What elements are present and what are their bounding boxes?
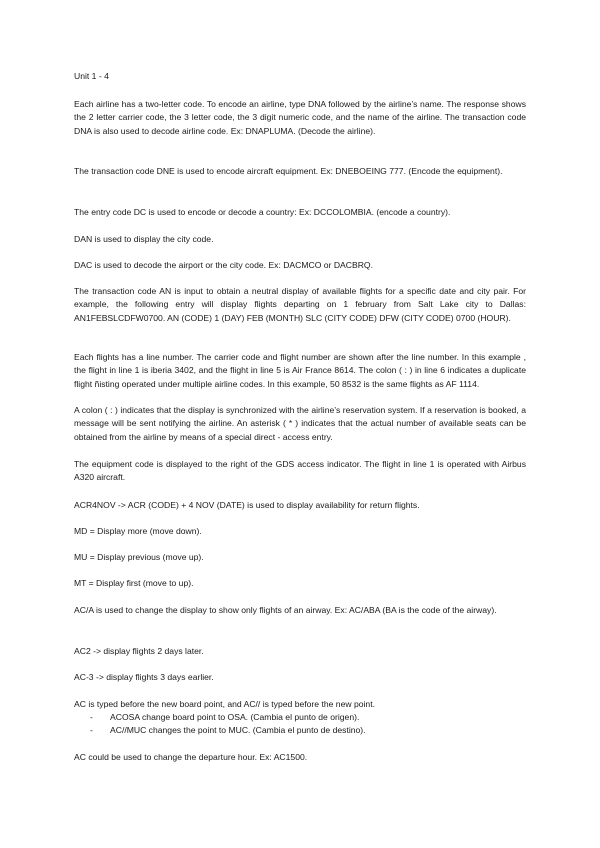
list-item: - ACOSA change board point to OSA. (Cambia el punto de origen).: [74, 711, 526, 724]
paragraph-dan-city: DAN is used to display the city code.: [74, 234, 214, 244]
paragraph-colon-asterisk: A colon ( : ) indicates that the display is synchronized with the airline’s reservation system. If a reservation is booked, a message will be sent notifying the airline. An asterisk ( * ) indicates that the actual number of available seats can be obtained from the airline by means of a special direct - access entry.: [74, 405, 526, 442]
paragraph-acr-return: ACR4NOV -> ACR (CODE) + 4 NOV (DATE) is used to display availability for return flights.: [74, 500, 420, 510]
paragraph-equipment-code: The equipment code is displayed to the right of the GDS access indicator. The flight in line 1 is operated with Airbus A320 aircraft.: [74, 459, 526, 483]
paragraph-dac-decode: DAC is used to decode the airport or the city code. Ex: DACMCO or DACBRQ.: [74, 260, 373, 270]
paragraph-mu: MU = Display previous (move up).: [74, 552, 204, 562]
paragraph-ac-board-point: AC is typed before the new board point, and AC// is typed before the new point.: [74, 699, 375, 709]
list-item: - AC//MUC changes the point to MUC. (Cambia el punto de destino).: [74, 724, 526, 737]
paragraph-dc-country: The entry code DC is used to encode or decode a country: Ex: DCCOLOMBIA. (encode a country).: [74, 207, 451, 217]
paragraph-md: MD = Display more (move down).: [74, 526, 202, 536]
paragraph-ac2: AC2 -> display flights 2 days later.: [74, 646, 204, 656]
paragraph-line-numbers: Each flights has a line number. The carrier code and flight number are shown after the line number. In this example , the flight in line 1 is iberia 3402, and the flight in line 5 is Air France 8614. The colon ( : ) in line 6 indicates a duplicate flight ñisting operated under multiple airline codes. In this example, 50 8532 is the same flights as AF 1114.: [74, 352, 526, 389]
paragraph-dne-equipment: The transaction code DNE is used to encode aircraft equipment. Ex: DNEBOEING 777. (Encode the equipment).: [74, 166, 503, 176]
paragraph-ac-3: AC-3 -> display flights 3 days earlier.: [74, 672, 214, 682]
unit-title: Unit 1 - 4: [74, 71, 109, 81]
paragraph-dna-airline: Each airline has a two-letter code. To encode an airline, type DNA followed by the airline’s name. The response shows the 2 letter carrier code, the 3 letter code, the 3 digit numeric code, and the name of the airline. The transaction code DNA is also used to decode airline code. Ex: DNAPLUMA. (Decode the airline).: [74, 99, 526, 136]
paragraph-mt: MT = Display first (move to up).: [74, 578, 194, 588]
paragraph-an-availability: The transaction code AN is input to obtain a neutral display of available flights for a specific date and city pair. For example, the following entry will display flights departing on 1 february from Salt Lake city to Dallas: AN1FEBSLCDFW0700. AN (CODE) 1 (DAY) FEB (MONTH) SLC (CITY CODE) DFW (CITY CODE) 0700 (HOUR).: [74, 286, 526, 323]
paragraph-ac-airway: AC/A is used to change the display to show only flights of an airway. Ex: AC/ABA (BA is the code of the airway).: [74, 605, 497, 615]
ac-bullet-list: [74, 711, 526, 738]
paragraph-ac-departure-hour: AC could be used to change the departure hour. Ex: AC1500.: [74, 752, 308, 762]
